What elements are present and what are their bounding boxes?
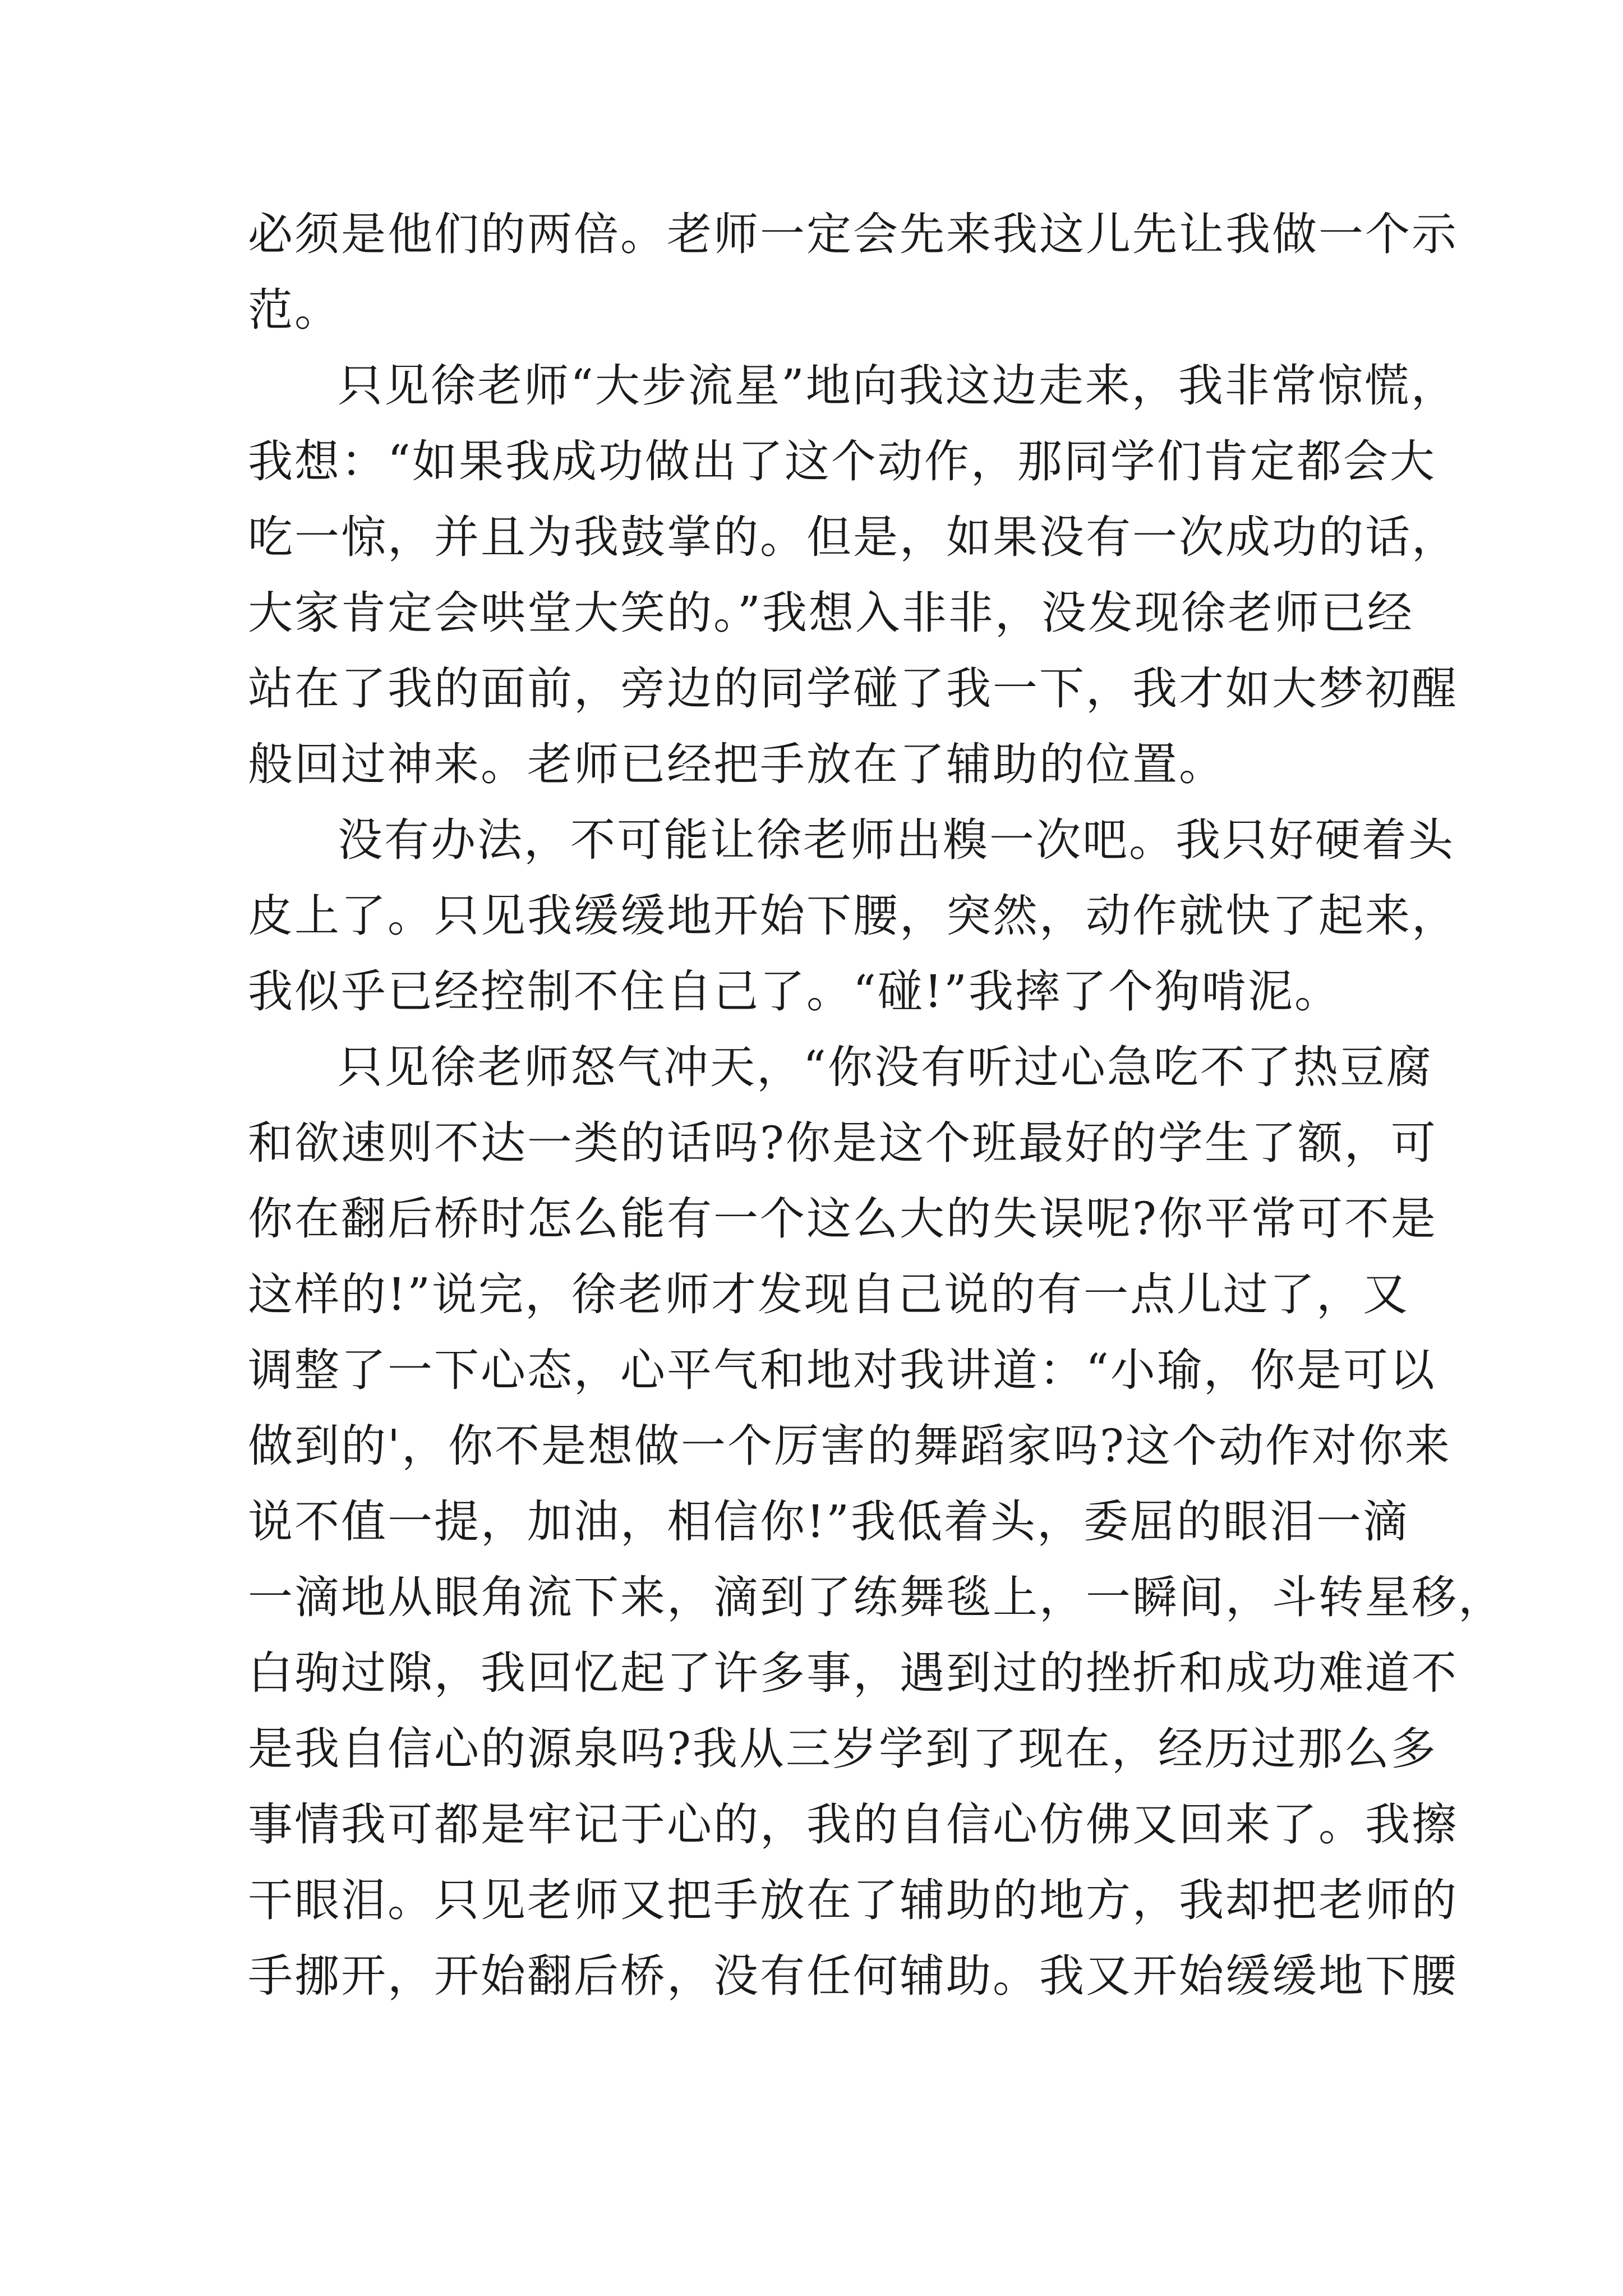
text-line: 说不值一提，加油，相信你!”我低着头，委屈的眼泪一滴 <box>248 1496 1410 1548</box>
text-line: 做到的'，你不是想做一个厉害的舞蹈家吗?这个动作对你来 <box>248 1420 1451 1472</box>
text-line: 调整了一下心态，心平气和地对我讲道：“小瑜，你是可以 <box>248 1344 1436 1396</box>
text-line: 和欲速则不达一类的话吗?你是这个班最好的学生了额，可 <box>248 1117 1437 1169</box>
text-line: 站在了我的面前，旁边的同学碰了我一下，我才如大梦初醒 <box>248 662 1458 715</box>
text-line: 皮上了。只见我缓缓地开始下腰，突然，动作就快了起来， <box>248 890 1458 942</box>
body-text <box>248 196 1505 2014</box>
text-line: 吃一惊，并且为我鼓掌的。但是，如果没有一次成功的话， <box>248 511 1458 563</box>
text-line: 般回过神来。老师已经把手放在了辅助的位置。 <box>248 738 1225 790</box>
text-line: 必须是他们的两倍。老师一定会先来我这儿先让我做一个示 <box>248 208 1458 260</box>
text-line: 只见徐老师怒气冲天，“你没有听过心急吃不了热豆腐 <box>338 1041 1433 1093</box>
text-line: 一滴地从眼角流下来，滴到了练舞毯上，一瞬间，斗转星移， <box>248 1571 1505 1623</box>
text-line: 我似乎已经控制不住自己了。“碰!”我摔了个狗啃泥。 <box>248 965 1341 1018</box>
text-line: 没有办法，不可能让徐老师出糗一次吧。我只好硬着头 <box>338 814 1455 866</box>
text-line: 手挪开，开始翻后桥，没有任何辅助。我又开始缓缓地下腰 <box>248 1950 1458 2002</box>
text-line: 只见徐老师“大步流星”地向我这边走来，我非常惊慌， <box>338 360 1458 412</box>
text-line: 是我自信心的源泉吗?我从三岁学到了现在，经历过那么多 <box>248 1723 1437 1775</box>
text-line: 白驹过隙，我回忆起了许多事，遇到过的挫折和成功难道不 <box>248 1647 1458 1699</box>
text-line: 你在翻后桥时怎么能有一个这么大的失误呢?你平常可不是 <box>248 1193 1437 1245</box>
text-line: 大家肯定会哄堂大笑的。”我想入非非，没发现徐老师已经 <box>248 587 1414 639</box>
text-line: 这样的!”说完，徐老师才发现自己说的有一点儿过了，又 <box>248 1268 1410 1320</box>
text-line: 干眼泪。只见老师又把手放在了辅助的地方，我却把老师的 <box>248 1874 1458 1926</box>
text-line: 事情我可都是牢记于心的，我的自信心仿佛又回来了。我擦 <box>248 1798 1458 1851</box>
text-line: 我想：“如果我成功做出了这个动作，那同学们肯定都会大 <box>248 435 1436 487</box>
text-line: 范。 <box>248 284 341 336</box>
